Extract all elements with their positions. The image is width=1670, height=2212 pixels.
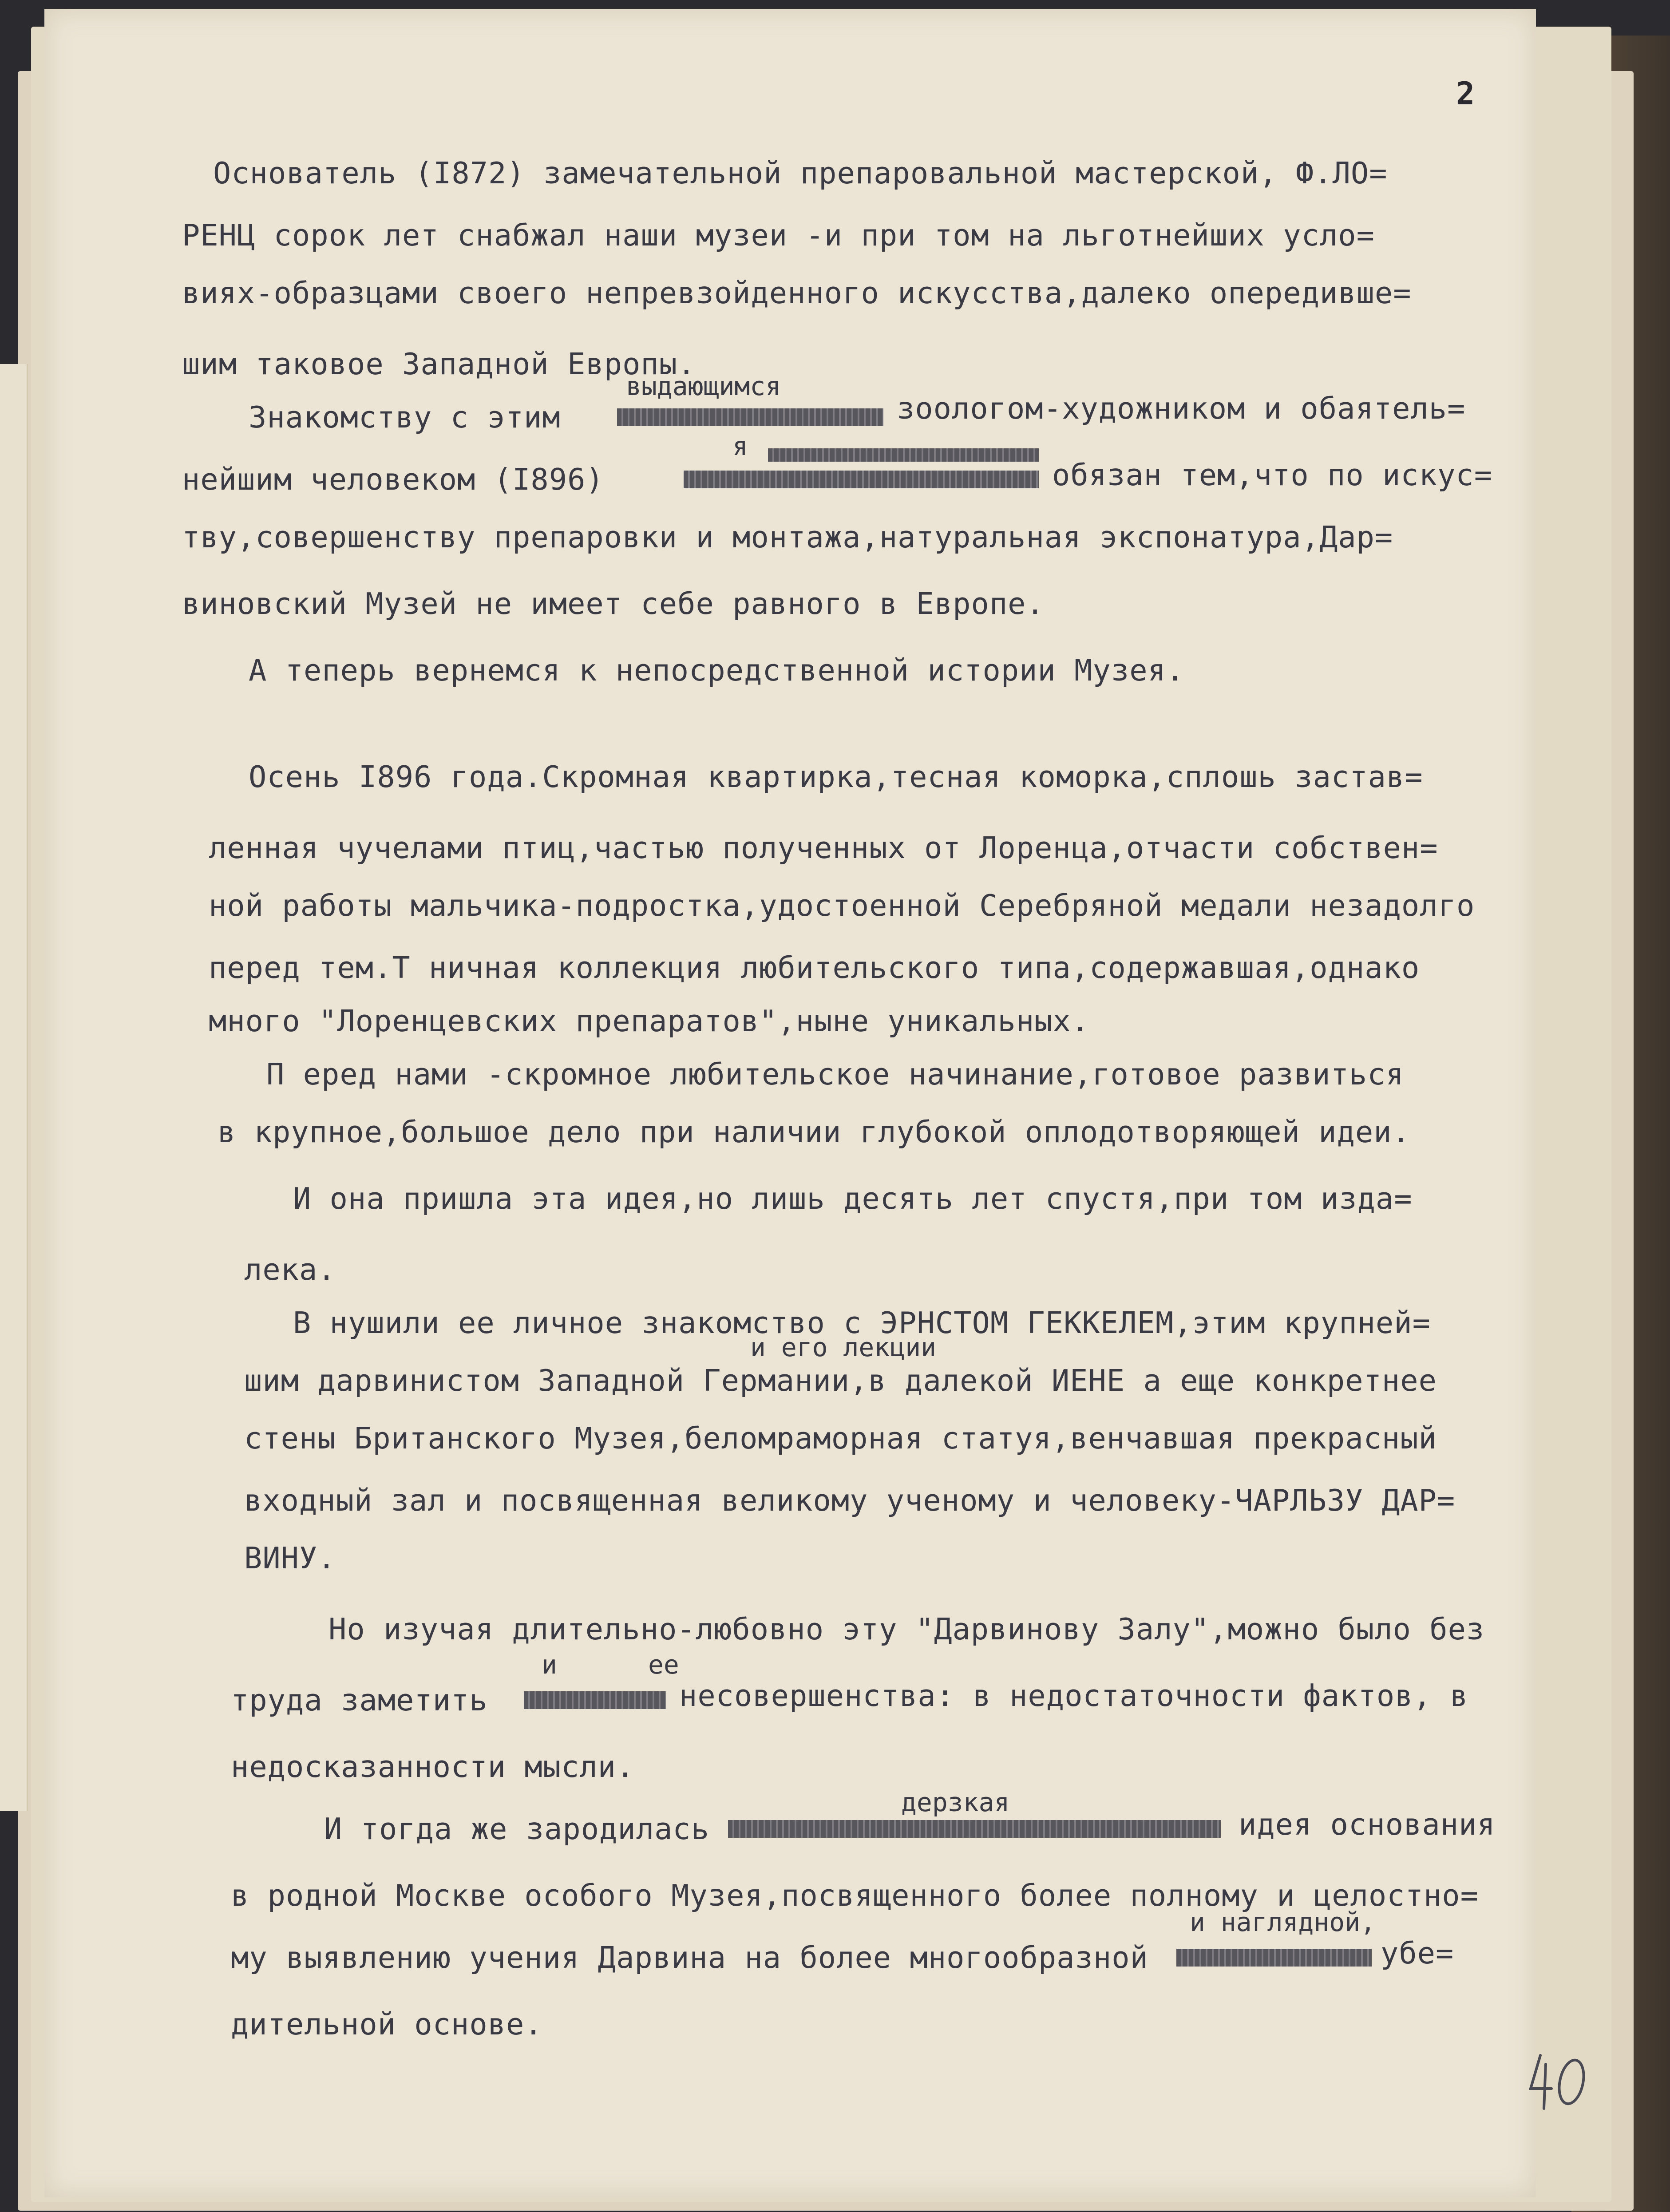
text-line: ной работы мальчика-подростка,удостоенной Серебряной медали незадолго [209,888,1475,923]
text-line: Но изучая длительно-любовно эту "Дарвинову Залу",можно было без [328,1612,1485,1646]
text-line: И тогда же зародилась [324,1812,710,1846]
text-line: ленная чучелами птиц,частью полученных от Лоренца,отчасти собствен= [209,831,1438,865]
text-line: Осень I896 года.Скромная квартирка,тесная коморка,сплошь застав= [249,760,1423,794]
text-line: недосказанности мысли. [231,1749,635,1784]
text-line: И она пришла эта идея,но лишь десять лет спустя,при том изда= [293,1181,1413,1216]
text-line: Основатель (I872) замечательной препаровальной мастерской, Ф.ЛО= [213,156,1388,190]
text-line: П еред нами -скромное любительское начинание,готовое развиться [266,1057,1404,1092]
text-line: входный зал и посвященная великому ученому и человеку-ЧАРЛЬЗУ ДАР= [244,1483,1456,1518]
text-line: дительной основе. [231,2007,543,2042]
typed-insertion: и [542,1650,557,1680]
text-line: шим дарвинистом Западной Германии,в далекой ИЕНЕ а еще конкретнее [244,1363,1437,1398]
text-line: в крупное,большое дело при наличии глубокой оплодотворяющей идеи. [218,1115,1410,1149]
text-line: идея основания [1239,1807,1496,1842]
text-line: труда заметить [231,1683,488,1717]
typed-page [44,9,1536,2197]
text-line: нейшим человеком (I896) [182,462,604,497]
text-line: тву,совершенству препаровки и монтажа,натуральная экспонатура,Дар= [182,520,1393,554]
left-paper-strip [0,364,28,1811]
struck-out-word [768,448,1039,462]
text-line: РЕНЦ сорок лет снабжал наши музеи -и при том на льготнейших усло= [182,218,1375,253]
text-line: шим таковое Западной Европы. [182,347,696,381]
text-line: убе= [1381,1936,1454,1971]
struck-out-word [617,408,883,426]
text-line: му выявлению учения Дарвина на более многообразной [231,1940,1148,1975]
struck-out-word [684,471,1039,488]
page-number: 2 [1456,75,1475,112]
text-line: ВИНУ. [244,1541,336,1575]
typed-insertion: и наглядной, [1190,1907,1376,1937]
typed-insertion: дерзкая [901,1787,1010,1817]
struck-out-word [728,1820,1221,1838]
text-line: зоологом-художником и обаятель= [897,391,1466,426]
text-line: несовершенства: в недостаточности фактов, в [679,1678,1468,1713]
struck-out-word [524,1691,666,1709]
typed-insertion: я [732,431,748,461]
handwritten-folio-number [1527,2046,1589,2113]
typed-insertion: ее [648,1650,679,1680]
text-line: лека. [244,1252,336,1287]
text-line: много "Лоренцевских препаратов",ныне уникальных. [209,1004,1090,1038]
typed-insertion: выдающимся [626,371,781,401]
text-line: стены Британского Музея,беломраморная статуя,венчавшая прекрасный [244,1421,1437,1456]
typed-insertion: и его лекции [750,1332,937,1362]
text-line: перед тем.Т ничная коллекция любительского типа,содержавшая,однако [209,950,1420,985]
text-line: в родной Москве особого Музея,посвященного более полному и целостно= [231,1878,1479,1913]
text-line: В нушили ее личное знакомство с ЭРНСТОМ ГЕККЕЛЕМ,этим крупней= [293,1306,1431,1340]
struck-out-word [1176,1949,1372,1967]
text-line: виях-образцами своего непревзойденного искусства,далеко опередивше= [182,276,1412,310]
text-line: виновский Музей не имеет себе равного в Европе. [182,586,1045,621]
text-line: обязан тем,что по искус= [1052,458,1493,492]
text-line: А теперь вернемся к непосредственной истории Музея. [249,653,1185,688]
text-line: Знакомству с этим [249,400,561,435]
